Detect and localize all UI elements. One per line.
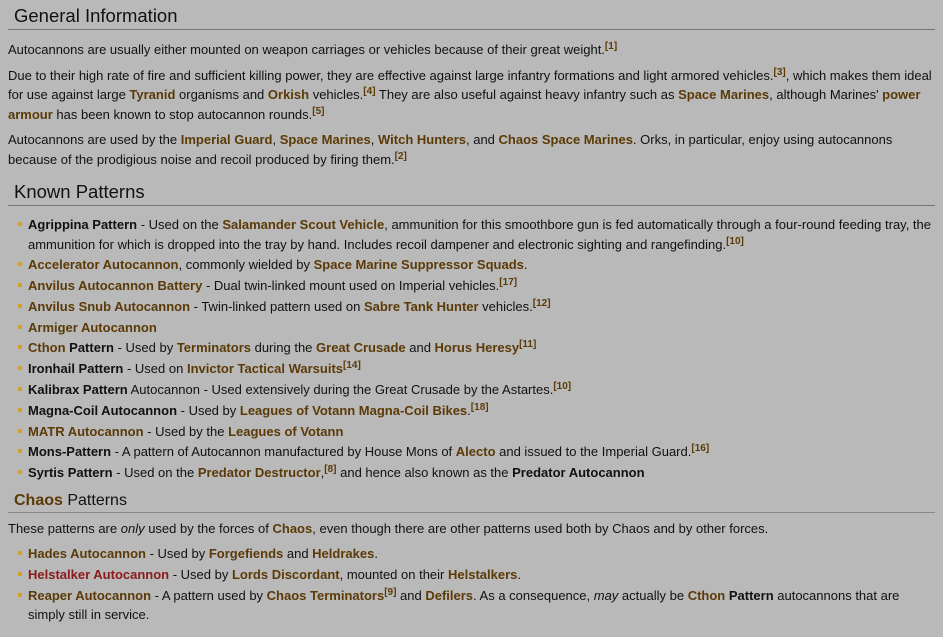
link-imperial-guard[interactable]: Imperial Guard [180, 132, 273, 147]
citation[interactable] [519, 339, 536, 350]
text: and hence also known as the [336, 465, 513, 481]
bullet-icon [18, 387, 22, 391]
citation[interactable] [471, 402, 489, 413]
link-great-crusade[interactable]: Great Crusade [316, 340, 406, 356]
link-power-armour[interactable]: power armour [8, 87, 921, 122]
citation-link[interactable]: [16] [691, 443, 710, 455]
text: - Used by [177, 402, 240, 418]
text: , which makes them ideal for use against large [8, 67, 932, 102]
pattern-name: Ironhail Pattern [28, 361, 124, 377]
link-defilers[interactable]: Defilers [425, 587, 474, 603]
text: , [320, 465, 325, 481]
bullet-icon [18, 470, 22, 474]
link-orkish[interactable]: Orkish [267, 87, 310, 102]
bullet-icon [18, 593, 22, 597]
link-tyranid[interactable]: Tyranid [129, 87, 176, 102]
paragraph-users [8, 130, 935, 169]
text: used by the forces of [144, 520, 273, 536]
citation-link[interactable]: [4] [363, 86, 376, 97]
list-item-cthon [28, 338, 935, 358]
list-item-accelerator [28, 255, 935, 275]
link-leagues-of-votann[interactable]: Leagues of Votann [228, 423, 344, 439]
section-heading-general-information: General Information [8, 4, 935, 30]
text: organisms and [175, 87, 268, 102]
link-space-marines[interactable]: Space Marines [279, 132, 371, 147]
text: , although Marines' [769, 87, 883, 102]
text: and [283, 546, 313, 562]
citation[interactable] [726, 236, 744, 247]
text: - Used on [123, 361, 187, 377]
link-accelerator-autocannon[interactable]: Accelerator Autocannon [28, 257, 179, 273]
text: - Twin-linked pattern used on [190, 298, 364, 314]
citation[interactable] [533, 298, 551, 309]
text: - A pattern used by [151, 587, 267, 603]
citation-link[interactable]: [18] [470, 401, 489, 413]
text: - Used by [113, 340, 177, 356]
text: . Orks, in particular, enjoy using autocannons because of the prodigious noise and recoil produced by firing them. [8, 132, 893, 167]
text: . [523, 257, 528, 273]
list-item-mons [28, 442, 935, 462]
bullet-icon [18, 283, 22, 287]
link-predator-destructor[interactable]: Predator Destructor [197, 465, 321, 481]
text: . [374, 546, 378, 562]
citation-link[interactable]: [12] [532, 297, 551, 309]
link-horus-heresy[interactable]: Horus Heresy [434, 340, 520, 356]
link-helstalkers[interactable]: Helstalkers [448, 567, 518, 583]
text: , and [466, 132, 499, 147]
citation-link[interactable]: [9] [384, 586, 397, 598]
link-chaos-terminators[interactable]: Chaos Terminators [266, 587, 385, 603]
link-anvilus-snub-autocannon[interactable]: Anvilus Snub Autocannon [28, 298, 191, 314]
text: , even though there are other patterns used both by Chaos and by other forces. [312, 520, 769, 536]
link-anvilus-autocannon-battery[interactable]: Anvilus Autocannon Battery [28, 278, 203, 294]
bold-text: Predator Autocannon [512, 465, 645, 481]
citation[interactable] [324, 464, 336, 475]
text: - Used on the [112, 465, 198, 481]
pattern-name: Syrtis Pattern [28, 465, 113, 481]
citation[interactable] [499, 277, 517, 288]
bullet-icon [18, 449, 22, 453]
link-helstalker-autocannon[interactable]: Helstalker Autocannon [28, 567, 170, 583]
known-patterns-list [8, 215, 935, 483]
text: . As a consequence, [473, 587, 594, 603]
text: Due to their high rate of fire and sufficient killing power, they are effective against large infantry formations and light armored vehicles. [8, 67, 774, 83]
link-invictor-tactical-warsuits[interactable]: Invictor Tactical Warsuits [186, 361, 343, 377]
link-armiger-autocannon[interactable]: Armiger Autocannon [28, 319, 157, 335]
link-forgefiends[interactable]: Forgefiends [208, 546, 284, 562]
text: and issued to the Imperial Guard. [495, 444, 692, 460]
citation-link[interactable]: [5] [312, 105, 325, 117]
citation[interactable] [312, 106, 324, 117]
link-sabre-tank-hunter[interactable]: Sabre Tank Hunter [363, 298, 479, 314]
link-lords-discordant[interactable]: Lords Discordant [231, 567, 340, 583]
citation-link[interactable]: [10] [553, 381, 572, 393]
citation[interactable] [774, 67, 786, 78]
article-content [0, 4, 943, 625]
text: vehicles. [478, 298, 533, 314]
citation-link[interactable]: [3] [773, 66, 786, 78]
link-chaos[interactable]: Chaos [272, 520, 313, 536]
citation[interactable] [553, 381, 571, 392]
bullet-icon [18, 408, 22, 412]
paragraph-weight [8, 40, 935, 60]
section-heading-chaos-patterns [8, 491, 935, 513]
list-item-helstalker [28, 565, 935, 585]
link-salamander-scout-vehicle[interactable]: Salamander Scout Vehicle [222, 217, 385, 232]
section-heading-known-patterns: Known Patterns [8, 180, 935, 206]
link-terminators[interactable]: Terminators [176, 340, 251, 356]
bullet-icon [18, 429, 22, 433]
bullet-icon [18, 304, 22, 308]
text: . [467, 402, 471, 418]
heading-text: Patterns [62, 491, 127, 509]
text: , mounted on their [339, 567, 448, 583]
list-item-agrippina [28, 215, 935, 254]
link-space-marine-suppressor-squads[interactable]: Space Marine Suppressor Squads [313, 257, 524, 273]
bullet-icon [18, 345, 22, 349]
list-item-magna-coil [28, 401, 935, 421]
italic-text: may [593, 587, 619, 603]
list-item-hades [28, 544, 935, 564]
list-item-armiger [28, 318, 935, 338]
bold-text: Pattern [725, 587, 774, 603]
text: actually be [618, 587, 688, 603]
text: These patterns are [8, 520, 121, 536]
link-leagues-of-votann-magna-coil-bikes[interactable]: Leagues of Votann Magna-Coil Bikes [239, 402, 468, 418]
link-cthon[interactable]: Cthon [28, 340, 66, 356]
citation-link[interactable]: [14] [343, 360, 361, 372]
text: , ammunition for this smoothbore gun is fed automatically through a four-round feeding tray, the ammunition for which is dropped into the tray by hand. Includes recoil dampener and electronic sighting and rangefinding. [28, 217, 931, 252]
link-alecto[interactable]: Alecto [455, 444, 496, 460]
text: and [405, 340, 435, 356]
citation-link[interactable]: [8] [324, 464, 337, 476]
text: . [517, 567, 522, 583]
link-cthon[interactable]: Cthon [687, 587, 726, 603]
link-space-marines[interactable]: Space Marines [678, 87, 770, 102]
text: - Used on the [137, 217, 223, 232]
paragraph-chaos-intro [8, 519, 935, 539]
text: , commonly wielded by [178, 257, 314, 273]
pattern-name: Kalibrax Pattern [28, 382, 128, 398]
list-item-matr [28, 422, 935, 442]
text: during the [250, 340, 317, 356]
text: - Dual twin-linked mount used on Imperial vehicles. [202, 278, 500, 294]
link-witch-hunters[interactable]: Witch Hunters [378, 132, 466, 147]
bullet-icon [18, 366, 22, 370]
list-item-reaper [28, 586, 935, 625]
list-item-anvilus-snub [28, 297, 935, 317]
citation-link[interactable]: [2] [394, 150, 407, 162]
citation-link[interactable]: [11] [519, 339, 537, 351]
text: - A pattern of Autocannon manufactured by House Mons of [111, 444, 456, 460]
text: autocannons that are simply still in service. [28, 587, 900, 623]
italic-text: only [120, 520, 145, 536]
text: - Used by [145, 546, 209, 562]
citation[interactable] [691, 443, 709, 454]
list-item-ironhail [28, 359, 935, 379]
text: has been known to stop autocannon rounds. [52, 106, 313, 122]
list-item-syrtis [28, 463, 935, 483]
citation-link[interactable]: [17] [499, 277, 518, 289]
text: - Used by the [143, 423, 229, 439]
pattern-name: Pattern [65, 340, 114, 356]
text: , [272, 132, 280, 147]
bullet-icon [18, 551, 22, 555]
link-reaper-autocannon[interactable]: Reaper Autocannon [28, 587, 152, 603]
list-item-anvilus-battery [28, 276, 935, 296]
list-item-kalibrax [28, 380, 935, 400]
chaos-patterns-list [8, 544, 935, 625]
link-chaos-heading[interactable]: Chaos [14, 491, 63, 509]
text: , [370, 132, 378, 147]
link-hades-autocannon[interactable]: Hades Autocannon [28, 546, 146, 562]
pattern-name: Mons-Pattern [28, 444, 112, 460]
text: Autocannons are usually either mounted on weapon carriages or vehicles because of their great weight. [8, 42, 605, 57]
link-matr-autocannon[interactable]: MATR Autocannon [28, 423, 144, 439]
citation[interactable] [384, 587, 396, 598]
text: Autocannon - Used extensively during the Great Crusade by the Astartes. [127, 382, 554, 398]
bullet-icon [18, 572, 22, 576]
citation-link[interactable]: [1] [604, 41, 618, 52]
pattern-name: Magna-Coil Autocannon [28, 402, 178, 418]
paragraph-rate-of-fire [8, 66, 935, 125]
pattern-name: Agrippina Pattern [28, 217, 138, 232]
citation[interactable] [343, 360, 361, 371]
text: Autocannons are used by the [8, 132, 181, 147]
link-heldrakes[interactable]: Heldrakes [312, 546, 375, 562]
bullet-icon [18, 222, 22, 226]
text: vehicles. [309, 87, 364, 102]
bullet-icon [18, 325, 22, 329]
citation[interactable] [605, 41, 617, 52]
link-chaos-space-marines[interactable]: Chaos Space Marines [498, 132, 633, 147]
text: They are also useful against heavy infantry such as [375, 87, 679, 102]
text: - Used by [169, 567, 232, 583]
citation[interactable] [363, 86, 375, 97]
citation-link[interactable]: [10] [726, 235, 744, 247]
text: and [396, 587, 426, 603]
citation[interactable] [395, 151, 407, 162]
bullet-icon [18, 262, 22, 266]
